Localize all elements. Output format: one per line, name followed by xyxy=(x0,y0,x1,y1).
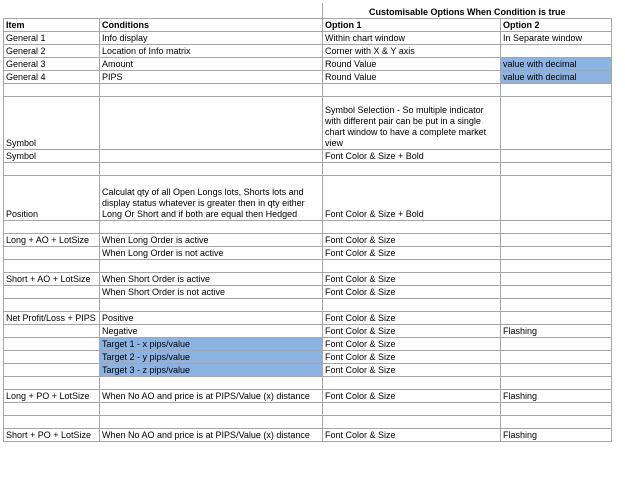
table-row xyxy=(4,44,612,57)
option-1-cell[interactable] xyxy=(323,220,501,233)
option-1-cell[interactable] xyxy=(323,83,501,96)
item-cell[interactable] xyxy=(4,220,100,233)
item-cell[interactable] xyxy=(4,259,100,272)
option-1-cell[interactable]: Font Color & Size xyxy=(323,363,501,376)
option-2-cell[interactable] xyxy=(501,376,612,389)
option-1-cell[interactable]: Symbol Selection - So multiple indicator with different pair can be put in a single chart window to have a complete market view xyxy=(323,96,501,149)
spreadsheet-table xyxy=(3,3,612,442)
condition-cell[interactable]: When Short Order is active xyxy=(100,272,323,285)
option-2-cell[interactable] xyxy=(501,363,612,376)
condition-cell[interactable] xyxy=(100,415,323,428)
condition-cell[interactable] xyxy=(100,376,323,389)
option-1-cell[interactable]: Font Color & Size xyxy=(323,311,501,324)
table-row xyxy=(4,259,612,272)
table-row xyxy=(4,220,612,233)
option-1-cell[interactable]: Font Color & Size xyxy=(323,272,501,285)
option-2-cell[interactable]: Flashing xyxy=(501,428,612,441)
option-2-cell[interactable] xyxy=(501,44,612,57)
condition-cell[interactable]: Calculat qty of all Open Longs lots, Shorts lots and display status whatever is greater then in qty either Long Or Short and if both are equal then Hedged xyxy=(100,175,323,220)
table-row xyxy=(4,272,612,285)
header-item[interactable]: Item xyxy=(4,18,100,31)
condition-cell[interactable]: Amount xyxy=(100,57,323,70)
item-cell[interactable] xyxy=(4,246,100,259)
option-2-cell[interactable]: value with decimal xyxy=(501,70,612,83)
option-1-cell[interactable]: Font Color & Size xyxy=(323,285,501,298)
condition-cell[interactable]: When Long Order is active xyxy=(100,233,323,246)
item-cell[interactable] xyxy=(4,415,100,428)
item-cell[interactable] xyxy=(4,162,100,175)
table-row xyxy=(4,233,612,246)
condition-cell[interactable] xyxy=(100,298,323,311)
option-2-cell[interactable]: In Separate window xyxy=(501,31,612,44)
item-cell[interactable] xyxy=(4,285,100,298)
item-cell[interactable]: Symbol xyxy=(4,149,100,162)
blank-cell[interactable] xyxy=(100,3,323,18)
option-2-cell[interactable] xyxy=(501,162,612,175)
table-row xyxy=(4,246,612,259)
item-cell[interactable]: General 1 xyxy=(4,31,100,44)
options-title[interactable]: Customisable Options When Condition is true xyxy=(323,3,612,18)
option-1-cell[interactable] xyxy=(323,259,501,272)
table-row xyxy=(4,70,612,83)
item-cell[interactable] xyxy=(4,298,100,311)
option-2-cell[interactable]: value with decimal xyxy=(501,57,612,70)
condition-cell[interactable] xyxy=(100,402,323,415)
option-2-cell[interactable] xyxy=(501,96,612,149)
table-row xyxy=(4,96,612,149)
option-2-cell[interactable] xyxy=(501,415,612,428)
item-cell[interactable] xyxy=(4,337,100,350)
item-cell[interactable]: Long + AO + LotSize xyxy=(4,233,100,246)
table-row xyxy=(4,337,612,350)
option-2-cell[interactable]: Flashing xyxy=(501,389,612,402)
option-1-cell[interactable]: Font Color & Size xyxy=(323,337,501,350)
table-row xyxy=(4,402,612,415)
option-2-cell[interactable] xyxy=(501,402,612,415)
item-cell[interactable]: Short + AO + LotSize xyxy=(4,272,100,285)
condition-cell[interactable] xyxy=(100,220,323,233)
option-1-cell[interactable]: Font Color & Size xyxy=(323,324,501,337)
option-1-cell[interactable]: Font Color & Size xyxy=(323,428,501,441)
table-row xyxy=(4,175,612,220)
option-2-cell[interactable] xyxy=(501,233,612,246)
option-2-cell[interactable] xyxy=(501,149,612,162)
condition-cell[interactable]: When No AO and price is at PIPS/Value (x) distance xyxy=(100,428,323,441)
item-cell[interactable] xyxy=(4,376,100,389)
header-option-2[interactable]: Option 2 xyxy=(501,18,612,31)
option-1-cell[interactable]: Font Color & Size + Bold xyxy=(323,175,501,220)
header-option-1[interactable]: Option 1 xyxy=(323,18,501,31)
option-2-cell[interactable]: Flashing xyxy=(501,324,612,337)
condition-cell[interactable]: When Long Order is not active xyxy=(100,246,323,259)
condition-cell[interactable]: Negative xyxy=(100,324,323,337)
option-1-cell[interactable]: Font Color & Size xyxy=(323,389,501,402)
option-1-cell[interactable]: Round Value xyxy=(323,57,501,70)
table-row xyxy=(4,389,612,402)
table-row xyxy=(4,324,612,337)
option-1-cell[interactable]: Font Color & Size xyxy=(323,350,501,363)
condition-cell[interactable] xyxy=(100,83,323,96)
option-1-cell[interactable] xyxy=(323,162,501,175)
option-1-cell[interactable]: Within chart window xyxy=(323,31,501,44)
title-row xyxy=(4,3,612,18)
item-cell[interactable] xyxy=(4,402,100,415)
header-conditions[interactable]: Conditions xyxy=(100,18,323,31)
option-1-cell[interactable]: Round Value xyxy=(323,70,501,83)
table-row xyxy=(4,350,612,363)
item-cell[interactable]: General 3 xyxy=(4,57,100,70)
option-2-cell[interactable] xyxy=(501,83,612,96)
option-2-cell[interactable] xyxy=(501,272,612,285)
item-cell[interactable] xyxy=(4,350,100,363)
option-2-cell[interactable] xyxy=(501,337,612,350)
table-row xyxy=(4,57,612,70)
item-cell[interactable]: Net Profit/Loss + PIPS xyxy=(4,311,100,324)
option-2-cell[interactable] xyxy=(501,175,612,220)
table-row xyxy=(4,285,612,298)
table-row xyxy=(4,298,612,311)
table-row xyxy=(4,363,612,376)
option-2-cell[interactable] xyxy=(501,285,612,298)
option-2-cell[interactable] xyxy=(501,298,612,311)
item-cell[interactable] xyxy=(4,83,100,96)
item-cell[interactable]: Symbol xyxy=(4,96,100,149)
table-row xyxy=(4,162,612,175)
blank-cell[interactable] xyxy=(4,3,100,18)
option-2-cell[interactable] xyxy=(501,246,612,259)
option-2-cell[interactable] xyxy=(501,311,612,324)
condition-cell[interactable] xyxy=(100,149,323,162)
item-cell[interactable] xyxy=(4,363,100,376)
option-1-cell[interactable]: Corner with X & Y axis xyxy=(323,44,501,57)
table-row xyxy=(4,31,612,44)
item-cell[interactable] xyxy=(4,324,100,337)
item-cell[interactable]: Long + PO + LotSize xyxy=(4,389,100,402)
header-row xyxy=(4,18,612,31)
condition-cell[interactable]: When No AO and price is at PIPS/Value (x) distance xyxy=(100,389,323,402)
condition-cell[interactable]: Target 3 - z pips/value xyxy=(100,363,323,376)
item-cell[interactable]: General 2 xyxy=(4,44,100,57)
table-row xyxy=(4,149,612,162)
condition-cell[interactable]: PIPS xyxy=(100,70,323,83)
condition-cell[interactable]: When Short Order is not active xyxy=(100,285,323,298)
table-row xyxy=(4,415,612,428)
condition-cell[interactable]: Info display xyxy=(100,31,323,44)
option-1-cell[interactable] xyxy=(323,376,501,389)
item-cell[interactable]: Position xyxy=(4,175,100,220)
item-cell[interactable]: Short + PO + LotSize xyxy=(4,428,100,441)
condition-cell[interactable]: Positive xyxy=(100,311,323,324)
option-1-cell[interactable] xyxy=(323,298,501,311)
condition-cell[interactable] xyxy=(100,259,323,272)
option-1-cell[interactable]: Font Color & Size + Bold xyxy=(323,149,501,162)
condition-cell[interactable]: Location of Info matrix xyxy=(100,44,323,57)
option-1-cell[interactable] xyxy=(323,402,501,415)
spreadsheet-body xyxy=(4,3,612,441)
table-row xyxy=(4,83,612,96)
option-2-cell[interactable] xyxy=(501,220,612,233)
option-2-cell[interactable] xyxy=(501,350,612,363)
option-1-cell[interactable] xyxy=(323,415,501,428)
option-2-cell[interactable] xyxy=(501,259,612,272)
condition-cell[interactable] xyxy=(100,162,323,175)
option-1-cell[interactable]: Font Color & Size xyxy=(323,233,501,246)
condition-cell[interactable]: Target 1 - x pips/value xyxy=(100,337,323,350)
table-row xyxy=(4,311,612,324)
table-row xyxy=(4,376,612,389)
item-cell[interactable]: General 4 xyxy=(4,70,100,83)
condition-cell[interactable] xyxy=(100,96,323,149)
option-1-cell[interactable]: Font Color & Size xyxy=(323,246,501,259)
condition-cell[interactable]: Target 2 - y pips/value xyxy=(100,350,323,363)
table-row xyxy=(4,428,612,441)
